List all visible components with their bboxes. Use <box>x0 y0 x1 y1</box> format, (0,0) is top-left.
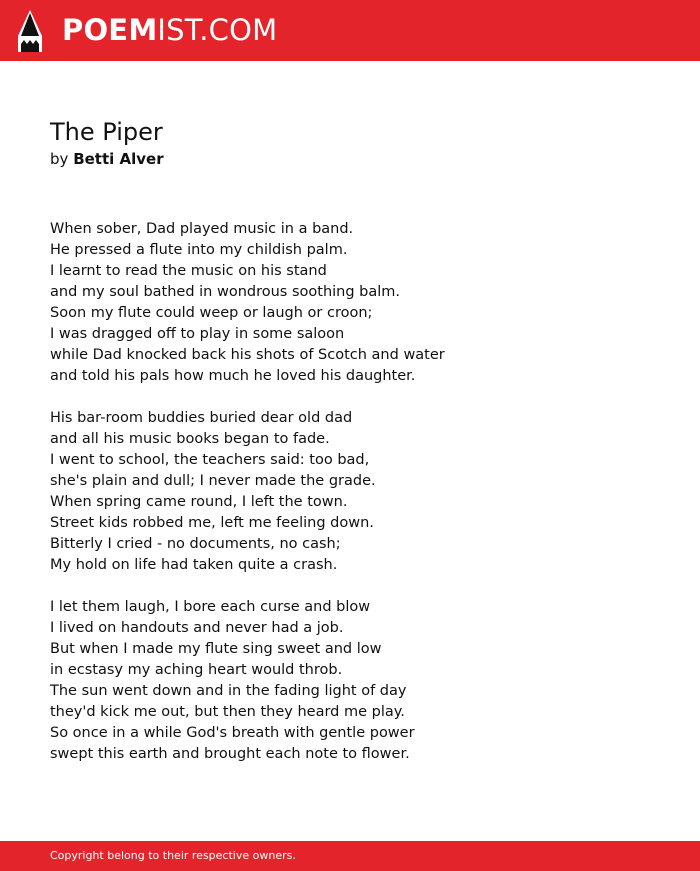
poem-line: while Dad knocked back his shots of Scotch and water <box>50 347 445 363</box>
poem-line: I went to school, the teachers said: too bad, <box>50 452 370 468</box>
poem-line: they'd kick me out, but then they heard me play. <box>50 704 405 720</box>
poem-line: Soon my flute could weep or laugh or croon; <box>50 305 373 321</box>
poem-line: Street kids robbed me, left me feeling down. <box>50 515 374 531</box>
by-label: by <box>50 150 69 168</box>
logo-light-text: IST.COM <box>157 13 278 47</box>
poem-byline <box>50 149 164 169</box>
poem-line: I let them laugh, I bore each curse and blow <box>50 599 371 615</box>
poem-line: and all his music books began to fade. <box>50 431 330 447</box>
copyright-notice: Copyright belong to their respective owners. <box>50 849 296 862</box>
poem-line: Bitterly I cried - no documents, no cash; <box>50 536 341 552</box>
poem-line: My hold on life had taken quite a crash. <box>50 557 338 573</box>
poem-line: I was dragged off to play in some saloon <box>50 326 345 342</box>
poem-line: and my soul bathed in wondrous soothing balm. <box>50 284 401 300</box>
poem-line: in ecstasy my aching heart would throb. <box>50 662 343 678</box>
stanza-3 <box>50 597 650 765</box>
poem-line: I lived on handouts and never had a job. <box>50 620 344 636</box>
poem-body <box>50 219 650 786</box>
poem-line: When sober, Dad played music in a band. <box>50 221 354 237</box>
poem-line: she's plain and dull; I never made the grade. <box>50 473 376 489</box>
site-header <box>0 0 700 61</box>
poem-author: Betti Alver <box>73 150 164 168</box>
poem-line: When spring came round, I left the town. <box>50 494 348 510</box>
stanza-2 <box>50 408 650 576</box>
stanza-1 <box>50 219 650 387</box>
poem-line: So once in a while God's breath with gentle power <box>50 725 415 741</box>
poem-line: His bar-room buddies buried dear old dad <box>50 410 353 426</box>
poem-line: I learnt to read the music on his stand <box>50 263 327 279</box>
site-footer <box>0 841 700 871</box>
poem-line: He pressed a flute into my childish palm. <box>50 242 348 258</box>
poem-line: But when I made my flute sing sweet and low <box>50 641 382 657</box>
poem-title: The Piper <box>50 118 163 146</box>
pencil-icon[interactable] <box>18 10 42 52</box>
logo-bold-text: POEM <box>62 13 158 47</box>
poem-line: The sun went down and in the fading light of day <box>50 683 407 699</box>
poem-line: swept this earth and brought each note to flower. <box>50 746 410 762</box>
site-logo[interactable] <box>62 12 277 48</box>
poem-line: and told his pals how much he loved his daughter. <box>50 368 416 384</box>
